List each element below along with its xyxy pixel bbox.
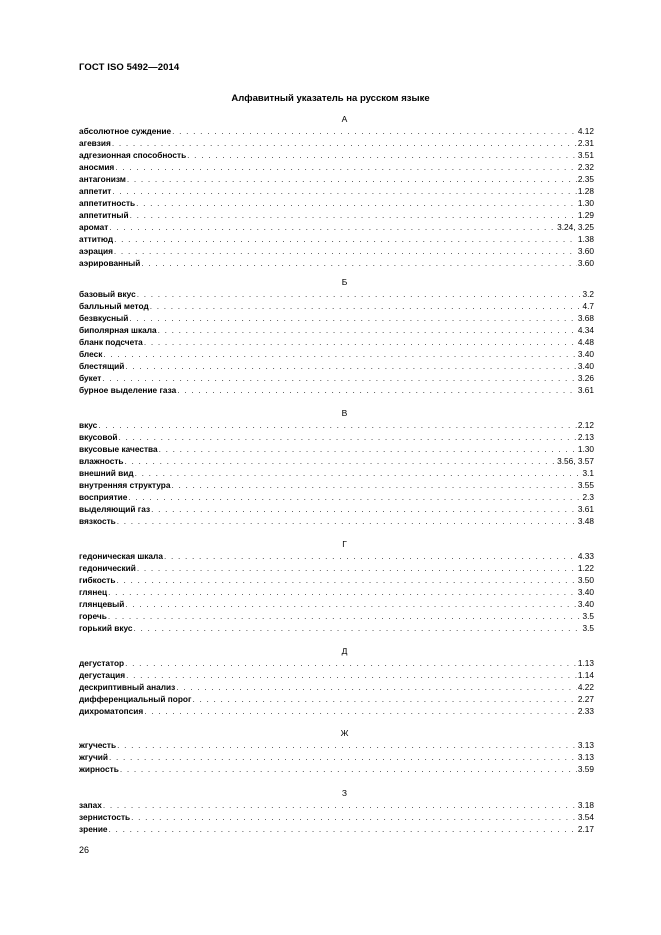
dot-leader xyxy=(120,763,577,775)
index-entry xyxy=(79,598,594,610)
index-entry xyxy=(79,288,594,300)
entry-reference: 4.12 xyxy=(577,126,594,136)
entry-reference: 1.30 xyxy=(577,444,594,454)
index-section xyxy=(79,538,594,634)
dot-leader xyxy=(137,562,577,574)
entry-term: бланк подсчета xyxy=(79,337,143,347)
entry-term: жгучесть xyxy=(79,740,117,750)
dot-leader xyxy=(112,137,577,149)
entry-reference: 1.28 xyxy=(577,186,594,196)
entry-term: запах xyxy=(79,800,102,810)
index-entry xyxy=(79,185,594,197)
index-entry xyxy=(79,372,594,384)
index-entry xyxy=(79,125,594,137)
dot-leader xyxy=(172,125,577,137)
dot-leader xyxy=(102,372,576,384)
index-title: Алфавитный указатель на русском языке xyxy=(231,93,430,104)
entry-term: вкус xyxy=(79,420,98,430)
index-entry xyxy=(79,681,594,693)
index-entry xyxy=(79,257,594,269)
index-entry xyxy=(79,245,594,257)
dot-leader xyxy=(117,515,577,527)
entry-term: абсолютное суждение xyxy=(79,126,172,136)
entry-term: горький вкус xyxy=(79,623,133,633)
entry-term: блестящий xyxy=(79,361,125,371)
dot-leader xyxy=(137,288,582,300)
index-entry xyxy=(79,300,594,312)
section-letter: В xyxy=(341,408,348,418)
entry-reference: 2.32 xyxy=(577,162,594,172)
index-entry xyxy=(79,431,594,443)
index-entry xyxy=(79,348,594,360)
entry-term: аромат xyxy=(79,222,109,232)
dot-leader xyxy=(159,443,577,455)
entry-term: дихроматопсия xyxy=(79,706,144,716)
dot-leader xyxy=(125,360,577,372)
index-entry xyxy=(79,503,594,515)
entry-reference: 1.14 xyxy=(577,670,594,680)
dot-leader xyxy=(126,669,577,681)
entry-term: безвкусный xyxy=(79,313,129,323)
index-entry xyxy=(79,419,594,431)
index-entry xyxy=(79,669,594,681)
entry-reference: 2.35 xyxy=(577,174,594,184)
index-entry xyxy=(79,811,594,823)
entry-reference: 3.60 xyxy=(577,258,594,268)
index-entry xyxy=(79,622,594,634)
entry-reference: 2.31 xyxy=(577,138,594,148)
index-entry xyxy=(79,161,594,173)
dot-leader xyxy=(150,300,582,312)
entry-reference: 3.55 xyxy=(577,480,594,490)
entry-term: аттитюд xyxy=(79,234,114,244)
entry-reference: 3.51 xyxy=(577,150,594,160)
dot-leader xyxy=(176,681,577,693)
entry-reference: 4.34 xyxy=(577,325,594,335)
index-entry xyxy=(79,705,594,717)
entry-term: влажность xyxy=(79,456,124,466)
index-section xyxy=(79,727,594,775)
index-entry xyxy=(79,491,594,503)
dot-leader xyxy=(125,657,577,669)
dot-leader xyxy=(114,233,577,245)
entry-term: антагонизм xyxy=(79,174,126,184)
dot-leader xyxy=(98,419,577,431)
dot-leader xyxy=(134,622,582,634)
entry-reference: 1.29 xyxy=(577,210,594,220)
entry-reference: 3.40 xyxy=(577,599,594,609)
entry-reference: 4.7 xyxy=(582,301,594,311)
index-entry xyxy=(79,209,594,221)
section-letter: З xyxy=(341,788,348,798)
entry-term: вкусовой xyxy=(79,432,118,442)
entry-term: глянец xyxy=(79,587,108,597)
document-header: ГОСТ ISO 5492—2014 xyxy=(79,62,180,73)
dot-leader xyxy=(130,209,577,221)
index-entry xyxy=(79,173,594,185)
dot-leader xyxy=(108,586,577,598)
index-entry xyxy=(79,515,594,527)
dot-leader xyxy=(109,221,556,233)
entry-term: агевзия xyxy=(79,138,111,148)
dot-leader xyxy=(151,503,577,515)
entry-reference: 2.27 xyxy=(577,694,594,704)
dot-leader xyxy=(114,245,577,257)
dot-leader xyxy=(129,312,577,324)
entry-term: внутренняя структура xyxy=(79,480,171,490)
entry-reference: 2.3 xyxy=(582,492,594,502)
dot-leader xyxy=(115,161,577,173)
index-entry xyxy=(79,467,594,479)
entry-term: аппетит xyxy=(79,186,112,196)
entry-term: дескриптивный анализ xyxy=(79,682,176,692)
index-entry xyxy=(79,562,594,574)
entry-reference: 2.33 xyxy=(577,706,594,716)
dot-leader xyxy=(125,598,576,610)
entry-term: балльный метод xyxy=(79,301,149,311)
entry-term: зернистость xyxy=(79,812,131,822)
dot-leader xyxy=(171,479,576,491)
index-entry xyxy=(79,197,594,209)
entry-term: жирность xyxy=(79,764,119,774)
entry-term: адгезионная способность xyxy=(79,150,187,160)
dot-leader xyxy=(127,173,577,185)
entry-term: вязкость xyxy=(79,516,116,526)
entry-reference: 3.61 xyxy=(577,504,594,514)
entry-reference: 1.13 xyxy=(577,658,594,668)
entry-reference: 3.13 xyxy=(577,740,594,750)
entry-term: базовый вкус xyxy=(79,289,136,299)
entry-term: дифференциальный порог xyxy=(79,694,192,704)
entry-term: зрение xyxy=(79,824,108,834)
section-letter: Ж xyxy=(340,728,349,738)
dot-leader xyxy=(117,739,577,751)
index-entry xyxy=(79,739,594,751)
section-letter: А xyxy=(341,114,348,124)
section-letter: Г xyxy=(342,539,347,549)
entry-term: внешний вид xyxy=(79,468,134,478)
index-entry xyxy=(79,823,594,835)
entry-term: восприятие xyxy=(79,492,128,502)
dot-leader xyxy=(158,324,577,336)
dot-leader xyxy=(103,799,577,811)
entry-reference: 3.40 xyxy=(577,349,594,359)
entry-reference: 1.22 xyxy=(577,563,594,573)
entry-reference: 1.30 xyxy=(577,198,594,208)
index-section xyxy=(79,113,594,269)
dot-leader xyxy=(192,693,576,705)
entry-reference: 3.59 xyxy=(577,764,594,774)
dot-leader xyxy=(112,185,576,197)
entry-term: гибкость xyxy=(79,575,116,585)
entry-term: аппетитный xyxy=(79,210,129,220)
index-entry xyxy=(79,312,594,324)
dot-leader xyxy=(144,705,577,717)
entry-reference: 2.17 xyxy=(577,824,594,834)
index-entry xyxy=(79,233,594,245)
entry-reference: 3.13 xyxy=(577,752,594,762)
index-entry xyxy=(79,479,594,491)
dot-leader xyxy=(103,348,576,360)
dot-leader xyxy=(177,384,577,396)
entry-reference: 3.18 xyxy=(577,800,594,810)
entry-term: выделяющий газ xyxy=(79,504,151,514)
dot-leader xyxy=(187,149,577,161)
entry-reference: 3.68 xyxy=(577,313,594,323)
entry-term: горечь xyxy=(79,611,107,621)
dot-leader xyxy=(164,550,577,562)
entry-term: аэрированный xyxy=(79,258,141,268)
dot-leader xyxy=(131,811,577,823)
entry-reference: 3.50 xyxy=(577,575,594,585)
index-entry xyxy=(79,221,594,233)
entry-term: аносмия xyxy=(79,162,115,172)
entry-reference: 3.60 xyxy=(577,246,594,256)
entry-reference: 3.54 xyxy=(577,812,594,822)
index-entry xyxy=(79,324,594,336)
entry-reference: 3.5 xyxy=(582,611,594,621)
entry-term: дегустатор xyxy=(79,658,125,668)
dot-leader xyxy=(116,574,576,586)
section-letter: Б xyxy=(341,277,348,287)
entry-term: бурное выделение газа xyxy=(79,385,177,395)
dot-leader xyxy=(144,336,577,348)
entry-term: гедоническая шкала xyxy=(79,551,163,561)
entry-reference: 2.12 xyxy=(577,420,594,430)
index-entry xyxy=(79,799,594,811)
entry-term: вкусовые качества xyxy=(79,444,158,454)
index-section xyxy=(79,407,594,527)
dot-leader xyxy=(135,467,582,479)
dot-leader xyxy=(109,823,577,835)
index-entry xyxy=(79,574,594,586)
index-entry xyxy=(79,763,594,775)
dot-leader xyxy=(128,491,581,503)
dot-leader xyxy=(125,455,557,467)
index-section xyxy=(79,276,594,396)
entry-reference: 4.48 xyxy=(577,337,594,347)
entry-reference: 3.48 xyxy=(577,516,594,526)
index-entry xyxy=(79,751,594,763)
index-entry xyxy=(79,360,594,372)
entry-term: жгучий xyxy=(79,752,108,762)
entry-term: букет xyxy=(79,373,102,383)
index-entry xyxy=(79,455,594,467)
index-entry xyxy=(79,149,594,161)
entry-reference: 4.33 xyxy=(577,551,594,561)
entry-reference: 3.56, 3.57 xyxy=(557,456,594,466)
dot-leader xyxy=(136,197,577,209)
index-entry xyxy=(79,384,594,396)
entry-reference: 4.22 xyxy=(577,682,594,692)
entry-reference: 3.61 xyxy=(577,385,594,395)
dot-leader xyxy=(108,610,582,622)
index-entry xyxy=(79,693,594,705)
entry-reference: 3.2 xyxy=(582,289,594,299)
entry-reference: 3.40 xyxy=(577,587,594,597)
index-entry xyxy=(79,443,594,455)
dot-leader xyxy=(141,257,577,269)
index-entry xyxy=(79,657,594,669)
entry-reference: 2.13 xyxy=(577,432,594,442)
entry-term: блеск xyxy=(79,349,103,359)
entry-reference: 3.5 xyxy=(582,623,594,633)
section-letter: Д xyxy=(341,646,348,656)
index-entry xyxy=(79,610,594,622)
entry-reference: 3.26 xyxy=(577,373,594,383)
entry-term: аппетитность xyxy=(79,198,136,208)
entry-term: глянцевый xyxy=(79,599,125,609)
index-section xyxy=(79,645,594,717)
page-number: 26 xyxy=(79,845,90,855)
entry-reference: 3.24, 3.25 xyxy=(557,222,594,232)
index-entry xyxy=(79,586,594,598)
dot-leader xyxy=(119,431,577,443)
entry-term: гедонический xyxy=(79,563,136,573)
index-entry xyxy=(79,550,594,562)
dot-leader xyxy=(109,751,577,763)
entry-term: дегустация xyxy=(79,670,126,680)
index-entry xyxy=(79,137,594,149)
entry-term: биполярная шкала xyxy=(79,325,157,335)
entry-reference: 3.1 xyxy=(582,468,594,478)
entry-reference: 1.38 xyxy=(577,234,594,244)
entry-reference: 3.40 xyxy=(577,361,594,371)
index-entry xyxy=(79,336,594,348)
entry-term: аэрация xyxy=(79,246,113,256)
index-section xyxy=(79,787,594,835)
